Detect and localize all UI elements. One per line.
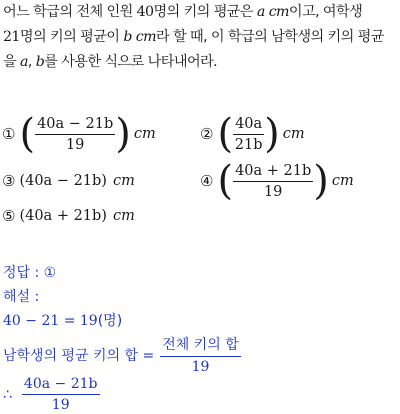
option-5[interactable]: ⑤ (40a + 21b) cm	[2, 207, 135, 225]
final-answer-line	[3, 376, 100, 413]
option-2[interactable]: ② ( $\frac{40a}{21b}$ ) cm	[200, 111, 305, 157]
option-2-fraction: $\frac{40a}{21b}$	[234, 115, 263, 153]
option-1-fraction: $\frac{40a - 21b}{19}$	[37, 115, 114, 153]
final-fraction: $\frac{40a - 21b}{19}$	[23, 376, 98, 413]
average-line: 남학생의 평균 키의 합 = $\frac{\text{전체 키의 합}}{19}$	[3, 334, 241, 375]
option-4[interactable]: ④ ( $\frac{40a + 21b}{19}$ ) cm	[200, 158, 354, 204]
question-line-3: 을 a, b를 사용한 식으로 나타내어라.	[3, 54, 218, 70]
answer-line: 정답 : ①	[3, 265, 57, 281]
average-fraction: $\frac{\text{전체 키의 합}}{19}$	[160, 334, 241, 375]
question-line-2: 21명의 키의 평균이 b cm라 할 때, 이 학급의 남학생의 키의 평균	[3, 29, 384, 45]
therefore-symbol: ∴	[3, 386, 12, 403]
explanation-label: 해설 :	[3, 289, 40, 305]
option-1[interactable]: ① ( $\frac{40a - 21b}{19}$ ) cm	[2, 111, 156, 157]
question-line-1: 어느 학급의 전체 인원 40명의 키의 평균은 a cm이고, 여학생	[3, 4, 363, 20]
option-3[interactable]: ③ (40a − 21b) cm	[2, 172, 135, 190]
option-4-fraction: $\frac{40a + 21b}{19}$	[235, 162, 312, 200]
answer-value: ①	[43, 265, 57, 281]
calc-line: 40 − 21 = 19(명)	[3, 313, 123, 329]
